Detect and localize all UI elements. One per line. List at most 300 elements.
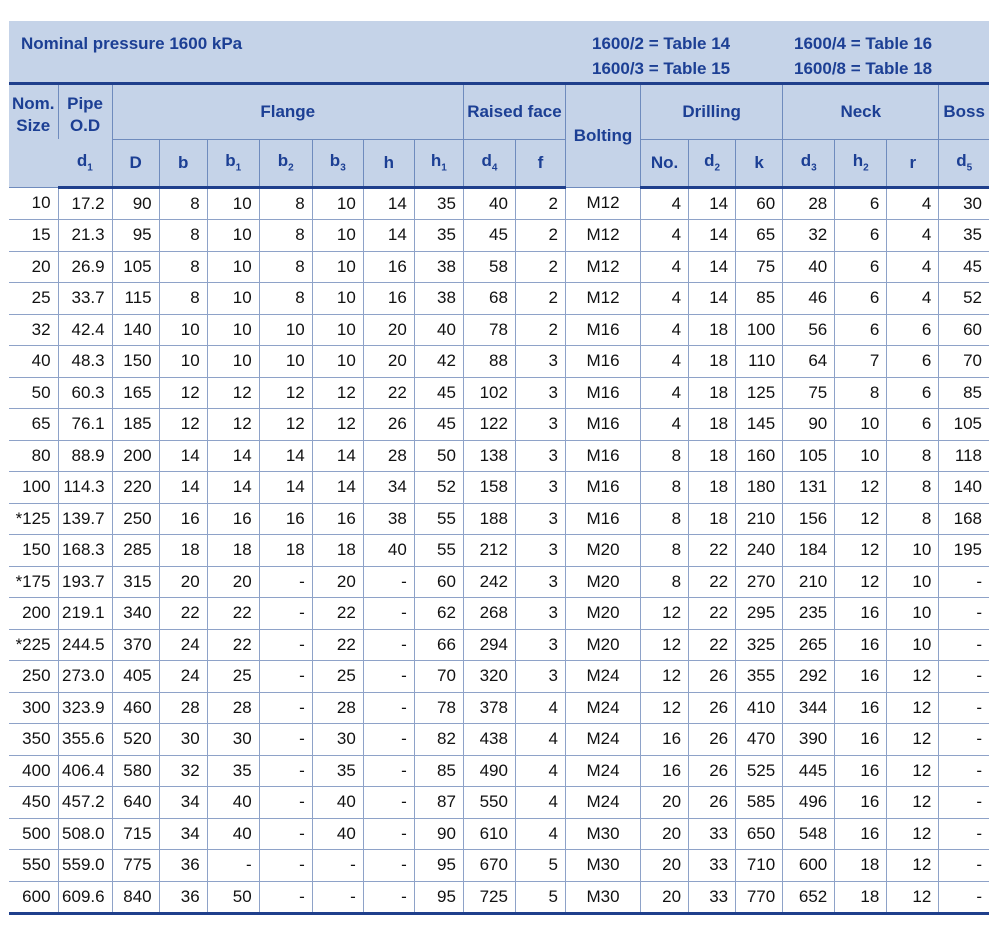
table-cell: 8: [259, 220, 312, 252]
table-cell: 6: [887, 314, 939, 346]
table-cell: 340: [112, 598, 159, 630]
table-cell: 76.1: [58, 409, 112, 441]
table-row: [9, 220, 989, 252]
table-cell: -: [939, 598, 989, 630]
table-cell: 52: [414, 472, 463, 504]
table-row: [9, 472, 989, 504]
col-b1: $b_1$: [207, 139, 259, 187]
table-cell: 445: [783, 755, 835, 787]
table-cell: 10: [207, 314, 259, 346]
table-cell: 2: [515, 251, 565, 283]
table-cell: 30: [207, 724, 259, 756]
table-cell: 22: [689, 629, 736, 661]
table-cell: 165: [112, 377, 159, 409]
table-cell: 350: [9, 724, 58, 756]
table-cell: 450: [9, 787, 58, 819]
table-cell: 50: [414, 440, 463, 472]
table-cell: *175: [9, 566, 58, 598]
table-cell: 20: [207, 566, 259, 598]
table-cell: 16: [641, 724, 689, 756]
table-cell: 32: [159, 755, 207, 787]
table-cell: 8: [641, 440, 689, 472]
table-cell: 8: [259, 251, 312, 283]
table-cell: 250: [112, 503, 159, 535]
table-cell: 26: [689, 724, 736, 756]
table-row: [9, 187, 989, 220]
table-cell: 12: [641, 692, 689, 724]
table-cell: M16: [566, 314, 641, 346]
table-cell: 139.7: [58, 503, 112, 535]
table-cell: 10: [259, 314, 312, 346]
table-cell: 294: [463, 629, 515, 661]
table-cell: 65: [9, 409, 58, 441]
table-cell: 20: [641, 787, 689, 819]
table-cell: 770: [736, 881, 783, 914]
table-cell: 40: [363, 535, 414, 567]
table-cell: 210: [783, 566, 835, 598]
table-cell: 14: [159, 472, 207, 504]
table-cell: 200: [9, 598, 58, 630]
table-row: [9, 346, 989, 378]
table-cell: -: [363, 881, 414, 914]
table-cell: 20: [312, 566, 363, 598]
table-cell: 496: [783, 787, 835, 819]
table-cell: 10: [259, 346, 312, 378]
table-cell: -: [939, 818, 989, 850]
table-cell: 14: [312, 440, 363, 472]
table-cell: 4: [887, 220, 939, 252]
table-cell: 78: [414, 692, 463, 724]
table-cell: 95: [414, 881, 463, 914]
table-cell: 138: [463, 440, 515, 472]
header-raised-face: Raised face: [463, 85, 565, 139]
table-cell: 158: [463, 472, 515, 504]
table-cell: 4: [887, 283, 939, 315]
table-cell: 28: [783, 187, 835, 220]
table-cell: 10: [312, 251, 363, 283]
table-row: [9, 283, 989, 315]
table-cell: 14: [207, 440, 259, 472]
table-cell: 18: [835, 881, 887, 914]
table-cell: 32: [783, 220, 835, 252]
table-cell: 548: [783, 818, 835, 850]
table-cell: 82: [414, 724, 463, 756]
table-cell: 24: [159, 661, 207, 693]
table-cell: 60: [939, 314, 989, 346]
table-cell: M24: [566, 724, 641, 756]
table-cell: -: [939, 755, 989, 787]
table-cell: 16: [835, 787, 887, 819]
table-cell: 355: [736, 661, 783, 693]
table-cell: 4: [641, 283, 689, 315]
col-no: No.: [641, 139, 689, 187]
table-cell: -: [363, 724, 414, 756]
header-pipe-od: Pipe O.D: [58, 85, 112, 139]
table-cell: 12: [207, 377, 259, 409]
table-cell: 457.2: [58, 787, 112, 819]
table-cell: 12: [641, 598, 689, 630]
table-cell: 10: [312, 220, 363, 252]
table-row: [9, 440, 989, 472]
table-cell: 20: [9, 251, 58, 283]
table-cell: 10: [207, 346, 259, 378]
table-cell: 10: [887, 629, 939, 661]
table-cell: 220: [112, 472, 159, 504]
table-row: [9, 503, 989, 535]
table-cell: -: [363, 755, 414, 787]
table-row: [9, 566, 989, 598]
table-cell: -: [363, 818, 414, 850]
table-cell: 550: [9, 850, 58, 882]
table-cell: 20: [363, 346, 414, 378]
table-cell: 16: [835, 755, 887, 787]
table-cell: -: [259, 787, 312, 819]
table-cell: 45: [414, 377, 463, 409]
table-cell: 20: [363, 314, 414, 346]
table-cell: 470: [736, 724, 783, 756]
table-cell: -: [259, 818, 312, 850]
table-cell: 10: [207, 220, 259, 252]
table-cell: 16: [207, 503, 259, 535]
table-cell: 640: [112, 787, 159, 819]
table-cell: -: [259, 881, 312, 914]
table-cell: 6: [887, 409, 939, 441]
table-cell: 10: [312, 346, 363, 378]
header-neck: Neck: [783, 85, 939, 139]
table-cell: 2: [515, 220, 565, 252]
table-cell: 75: [736, 251, 783, 283]
table-cell: 33: [689, 881, 736, 914]
table-cell: 609.6: [58, 881, 112, 914]
table-cell: M16: [566, 409, 641, 441]
table-cell: 25: [9, 283, 58, 315]
table-cell: 20: [641, 850, 689, 882]
table-row: [9, 881, 989, 914]
table-cell: 12: [835, 566, 887, 598]
table-cell: 10: [159, 346, 207, 378]
table-row: [9, 787, 989, 819]
table-cell: 184: [783, 535, 835, 567]
table-cell: 70: [939, 346, 989, 378]
table-cell: 14: [312, 472, 363, 504]
table-cell: 131: [783, 472, 835, 504]
table-cell: 16: [835, 692, 887, 724]
header-drilling: Drilling: [641, 85, 783, 139]
table-cell: -: [939, 881, 989, 914]
table-cell: 8: [159, 187, 207, 220]
banner-ref-table18: 1600/8 = Table 18: [794, 59, 933, 78]
table-cell: 14: [259, 440, 312, 472]
table-cell: 235: [783, 598, 835, 630]
table-cell: 200: [112, 440, 159, 472]
table-cell: 60.3: [58, 377, 112, 409]
table-cell: M16: [566, 440, 641, 472]
table-cell: 12: [835, 535, 887, 567]
table-cell: M20: [566, 598, 641, 630]
table-cell: 3: [515, 472, 565, 504]
table-cell: 36: [159, 850, 207, 882]
table-cell: 12: [159, 409, 207, 441]
table-cell: -: [363, 598, 414, 630]
table-cell: 4: [515, 818, 565, 850]
col-b2: $b_2$: [259, 139, 312, 187]
table-cell: 14: [363, 220, 414, 252]
table-cell: 42.4: [58, 314, 112, 346]
table-row: [9, 377, 989, 409]
table-cell: 25: [312, 661, 363, 693]
table-cell: 12: [159, 377, 207, 409]
table-cell: 45: [414, 409, 463, 441]
table-cell: 95: [112, 220, 159, 252]
table-cell: 400: [9, 755, 58, 787]
table-cell: 50: [9, 377, 58, 409]
table-cell: 559.0: [58, 850, 112, 882]
table-cell: 40: [312, 787, 363, 819]
table-cell: 10: [835, 440, 887, 472]
table-cell: M20: [566, 566, 641, 598]
table-cell: 40: [414, 314, 463, 346]
col-d1: $d_1$: [58, 139, 112, 187]
table-cell: -: [259, 755, 312, 787]
table-cell: 28: [207, 692, 259, 724]
table-cell: 20: [641, 818, 689, 850]
table-cell: 26.9: [58, 251, 112, 283]
table-cell: 105: [112, 251, 159, 283]
table-cell: 18: [689, 440, 736, 472]
table-cell: 10: [312, 314, 363, 346]
table-cell: 12: [641, 629, 689, 661]
table-cell: 26: [689, 787, 736, 819]
table-cell: -: [363, 629, 414, 661]
table-cell: 10: [887, 598, 939, 630]
table-cell: 8: [887, 503, 939, 535]
table-cell: 35: [939, 220, 989, 252]
table-cell: 4: [641, 409, 689, 441]
table-cell: 33: [689, 818, 736, 850]
table-cell: 16: [835, 629, 887, 661]
table-cell: 14: [207, 472, 259, 504]
table-cell: 95: [414, 850, 463, 882]
table-cell: 22: [207, 629, 259, 661]
table-cell: 125: [736, 377, 783, 409]
table-cell: 323.9: [58, 692, 112, 724]
table-cell: 195: [939, 535, 989, 567]
table-cell: M12: [566, 251, 641, 283]
table-cell: 12: [835, 472, 887, 504]
table-cell: 88: [463, 346, 515, 378]
table-cell: 4: [515, 755, 565, 787]
table-cell: 4: [887, 251, 939, 283]
table-cell: 300: [9, 692, 58, 724]
table-cell: 118: [939, 440, 989, 472]
table-cell: 102: [463, 377, 515, 409]
table-cell: 725: [463, 881, 515, 914]
col-h2: $h_2$: [835, 139, 887, 187]
table-cell: 710: [736, 850, 783, 882]
table-cell: 4: [641, 220, 689, 252]
table-cell: 670: [463, 850, 515, 882]
table-cell: 8: [159, 251, 207, 283]
table-cell: 292: [783, 661, 835, 693]
table-cell: 18: [689, 314, 736, 346]
table-cell: -: [363, 692, 414, 724]
table-cell: M30: [566, 818, 641, 850]
header-nom-size: Nom. Size: [9, 85, 58, 187]
table-cell: 45: [463, 220, 515, 252]
table-cell: 16: [159, 503, 207, 535]
table-cell: 550: [463, 787, 515, 819]
table-cell: 122: [463, 409, 515, 441]
table-cell: 315: [112, 566, 159, 598]
table-cell: 156: [783, 503, 835, 535]
col-d4: $d_4$: [463, 139, 515, 187]
table-cell: 5: [515, 881, 565, 914]
table-cell: 6: [835, 251, 887, 283]
table-cell: -: [363, 850, 414, 882]
table-cell: 38: [414, 251, 463, 283]
table-cell: 8: [259, 187, 312, 220]
table-cell: 10: [887, 566, 939, 598]
table-cell: 18: [689, 377, 736, 409]
table-cell: 15: [9, 220, 58, 252]
table-cell: 30: [939, 187, 989, 220]
table-cell: 10: [312, 187, 363, 220]
table-cell: -: [363, 787, 414, 819]
table-cell: 600: [783, 850, 835, 882]
table-cell: M30: [566, 881, 641, 914]
table-cell: 8: [641, 503, 689, 535]
table-cell: 12: [887, 850, 939, 882]
table-cell: 12: [887, 724, 939, 756]
table-cell: -: [939, 692, 989, 724]
table-cell: 8: [159, 220, 207, 252]
table-cell: 250: [9, 661, 58, 693]
flange-dimensions-table: [9, 85, 989, 915]
table-cell: 58: [463, 251, 515, 283]
table-cell: 325: [736, 629, 783, 661]
table-cell: 32: [9, 314, 58, 346]
table-cell: -: [207, 850, 259, 882]
col-d3: $d_3$: [783, 139, 835, 187]
table-cell: 22: [312, 629, 363, 661]
table-cell: 33: [689, 850, 736, 882]
table-cell: 105: [783, 440, 835, 472]
table-cell: 508.0: [58, 818, 112, 850]
table-cell: 20: [159, 566, 207, 598]
table-cell: 3: [515, 409, 565, 441]
table-cell: 34: [363, 472, 414, 504]
table-cell: 52: [939, 283, 989, 315]
table-row: [9, 251, 989, 283]
table-cell: 40: [207, 818, 259, 850]
table-cell: 12: [835, 503, 887, 535]
table-cell: -: [259, 692, 312, 724]
header-bolting: Bolting: [566, 85, 641, 187]
table-cell: 28: [363, 440, 414, 472]
table-cell: 210: [736, 503, 783, 535]
table-cell: 8: [159, 283, 207, 315]
table-cell: 370: [112, 629, 159, 661]
table-cell: -: [259, 850, 312, 882]
table-cell: 168: [939, 503, 989, 535]
table-cell: 775: [112, 850, 159, 882]
table-cell: 6: [887, 377, 939, 409]
table-row: [9, 818, 989, 850]
table-cell: 525: [736, 755, 783, 787]
table-cell: 18: [207, 535, 259, 567]
table-cell: 244.5: [58, 629, 112, 661]
table-row: [9, 692, 989, 724]
table-cell: -: [939, 661, 989, 693]
table-cell: 180: [736, 472, 783, 504]
col-b3: $b_3$: [312, 139, 363, 187]
table-cell: 8: [887, 472, 939, 504]
table-cell: 10: [312, 283, 363, 315]
table-cell: 8: [259, 283, 312, 315]
table-cell: 14: [363, 187, 414, 220]
table-cell: M20: [566, 629, 641, 661]
table-cell: 4: [515, 787, 565, 819]
table-cell: 405: [112, 661, 159, 693]
table-cell: -: [259, 661, 312, 693]
table-cell: 16: [835, 598, 887, 630]
table-cell: 273.0: [58, 661, 112, 693]
table-cell: 10: [207, 251, 259, 283]
table-cell: 56: [783, 314, 835, 346]
table-cell: 10: [835, 409, 887, 441]
table-cell: 4: [515, 692, 565, 724]
table-cell: 6: [835, 283, 887, 315]
table-cell: 40: [207, 787, 259, 819]
table-cell: 22: [312, 598, 363, 630]
table-cell: 46: [783, 283, 835, 315]
header-flange: Flange: [112, 85, 463, 139]
table-cell: 12: [207, 409, 259, 441]
table-cell: 90: [112, 187, 159, 220]
table-cell: 2: [515, 283, 565, 315]
table-cell: 4: [641, 187, 689, 220]
table-cell: 16: [363, 283, 414, 315]
table-cell: 6: [835, 220, 887, 252]
table-cell: 4: [641, 346, 689, 378]
table-cell: 10: [207, 283, 259, 315]
table-cell: -: [939, 850, 989, 882]
col-d2: $d_2$: [689, 139, 736, 187]
table-cell: 38: [363, 503, 414, 535]
table-cell: 652: [783, 881, 835, 914]
table-cell: 35: [312, 755, 363, 787]
table-cell: 22: [207, 598, 259, 630]
table-cell: 270: [736, 566, 783, 598]
table-row: [9, 314, 989, 346]
table-cell: 12: [887, 661, 939, 693]
table-cell: 33.7: [58, 283, 112, 315]
table-cell: 8: [641, 472, 689, 504]
table-cell: 5: [515, 850, 565, 882]
table-cell: 66: [414, 629, 463, 661]
table-cell: 22: [159, 598, 207, 630]
table-cell: 12: [259, 377, 312, 409]
table-cell: 85: [414, 755, 463, 787]
table-cell: 14: [689, 283, 736, 315]
table-cell: 16: [259, 503, 312, 535]
table-cell: 22: [689, 566, 736, 598]
table-row: [9, 661, 989, 693]
table-cell: 18: [259, 535, 312, 567]
table-cell: M16: [566, 472, 641, 504]
table-cell: -: [939, 724, 989, 756]
table-cell: -: [259, 566, 312, 598]
